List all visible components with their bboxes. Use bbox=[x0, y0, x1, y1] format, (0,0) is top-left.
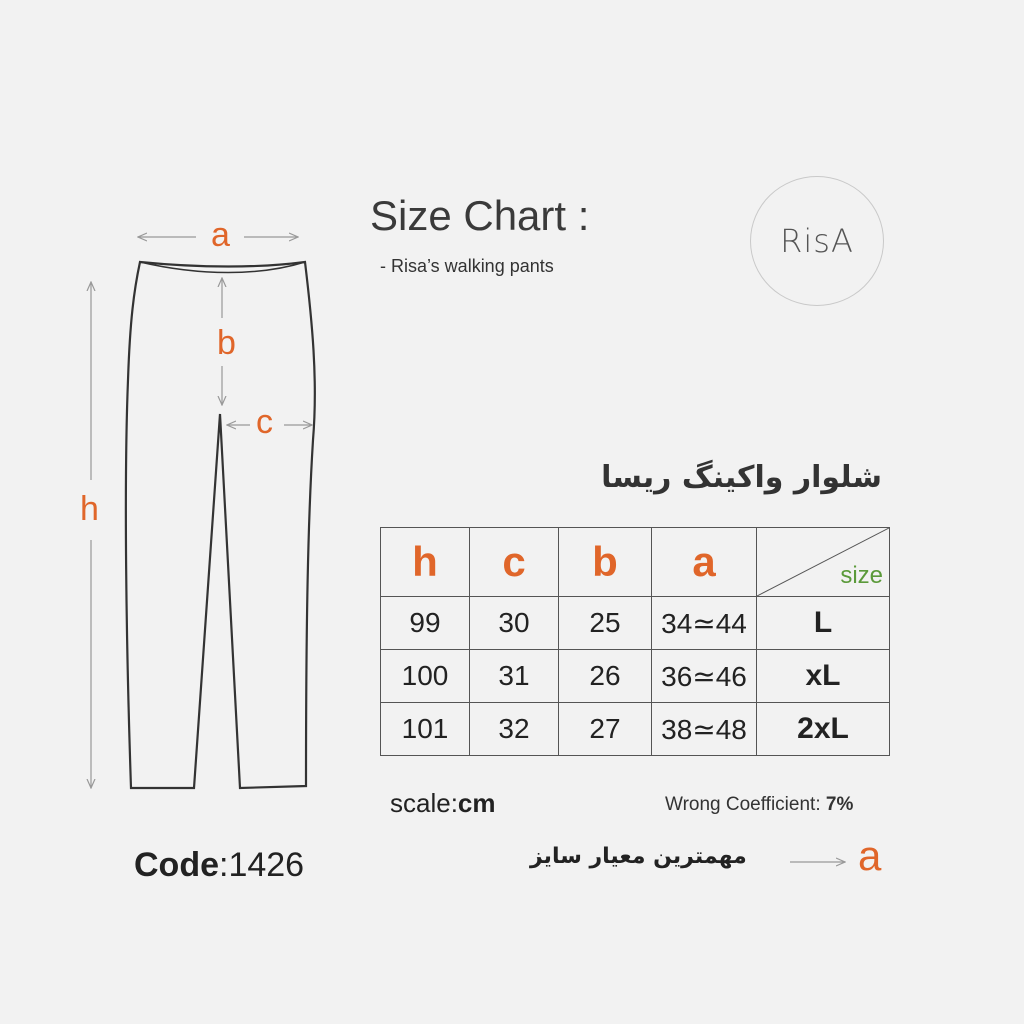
wrong-coefficient-note bbox=[665, 794, 853, 816]
size-corner-cell bbox=[757, 528, 890, 597]
scale-unit: cm bbox=[457, 788, 496, 818]
cell-a: 38≃48 bbox=[652, 703, 757, 756]
table-header-row bbox=[381, 528, 890, 597]
product-code bbox=[134, 846, 304, 885]
wrong-label: Wrong Coefficient: bbox=[665, 794, 826, 815]
cell-b: 27 bbox=[559, 703, 652, 756]
code-label: Code bbox=[134, 846, 219, 884]
wrong-value: 7% bbox=[825, 794, 854, 815]
cell-size: L bbox=[757, 597, 890, 650]
size-table bbox=[380, 527, 890, 756]
cell-c: 30 bbox=[470, 597, 559, 650]
code-value: :1426 bbox=[219, 846, 305, 884]
scale-note bbox=[390, 788, 496, 819]
important-size-letter: a bbox=[858, 832, 882, 879]
col-header-c: c bbox=[470, 528, 559, 597]
label-b: b bbox=[217, 324, 236, 362]
table-row bbox=[381, 650, 890, 703]
col-header-b: b bbox=[559, 528, 652, 597]
col-header-h: h bbox=[381, 528, 470, 597]
cell-size: 2xL bbox=[757, 703, 890, 756]
cell-h: 101 bbox=[381, 703, 470, 756]
cell-a: 36≃46 bbox=[652, 650, 757, 703]
cell-b: 25 bbox=[559, 597, 652, 650]
label-a: a bbox=[211, 216, 230, 254]
cell-c: 31 bbox=[470, 650, 559, 703]
label-h: h bbox=[80, 490, 99, 528]
label-c: c bbox=[256, 403, 273, 441]
cell-h: 99 bbox=[381, 597, 470, 650]
table-row bbox=[381, 597, 890, 650]
table-row bbox=[381, 703, 890, 756]
cell-a: 34≃44 bbox=[652, 597, 757, 650]
cell-h: 100 bbox=[381, 650, 470, 703]
cell-c: 32 bbox=[470, 703, 559, 756]
page-subtitle: - Risa’s walking pants bbox=[380, 256, 554, 276]
size-corner-label: size bbox=[840, 562, 883, 589]
col-header-a: a bbox=[652, 528, 757, 597]
cell-size: xL bbox=[757, 650, 890, 703]
scale-label: scale: bbox=[390, 788, 458, 818]
cell-b: 26 bbox=[559, 650, 652, 703]
page-title: Size Chart : bbox=[370, 192, 590, 239]
brand-logo bbox=[750, 176, 884, 306]
product-title-fa: شلوار واکینگ ریسا bbox=[601, 460, 882, 495]
important-size-note-fa: مهمترین معیار سایز bbox=[530, 844, 747, 869]
logo-text: RisA bbox=[780, 222, 854, 260]
